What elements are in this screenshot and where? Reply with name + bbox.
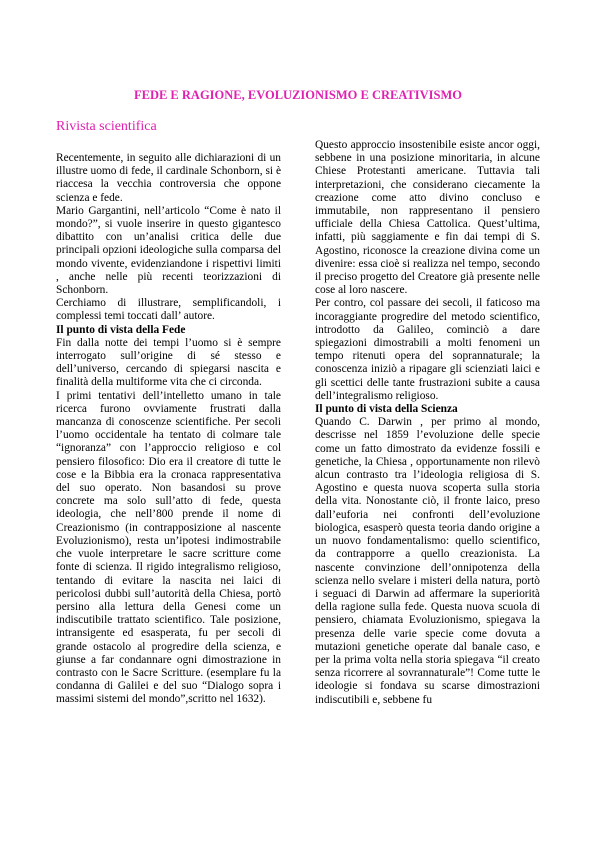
paragraph: Quando C. Darwin , per primo al mondo, descrisse nel 1859 l’evoluzione delle specie come un fatto dimostrato da evidenze fossili e genetiche, la Chiesa , opportunamente non rilevò alcun contrasto tra l’ideologia religiosa di S. Agostino e questa nuova scoperta sulla storia della vita. Nonostante ciò, il fronte laico, preso dall’euforia nei confronti dell’evoluzione biologica, esasperò questa teoria dando origine a un nuovo fondamentalismo: quello scientifico, da contrapporre a quello creazionista. La nascente convinzione dell’onnipotenza della scienza nello svelare i misteri della natura, portò i seguaci di Darwin ad affermare la superiorità della ragione sulla fede. Questa nuova scuola di pensiero, chiamata Evoluzionismo, spiegava la presenza delle varie specie come dovuta a mutazioni genetiche operate dal banale caso, e per la prima volta nella storia spiegava “il creato senza ricorrere al sovrannaturale”! Come tutte le ideologie si fondava su scarse dimostrazioni indiscutibili e, sebbene fu <box>315 416 540 706</box>
left-column <box>56 152 281 707</box>
paragraph: Fin dalla notte dei tempi l’uomo si è sempre interrogato sull’origine di sé stesso e dell’universo, cercando di spiegarsi nascita e finalità della multiforme vita che ci circonda. <box>56 336 281 389</box>
magazine-name: Rivista scientifica <box>56 119 157 134</box>
paragraph: Questo approccio insostenibile esiste ancor oggi, sebbene in una posizione minoritaria, in alcune Chiese Protestanti americane. Tuttavia tali interpretazioni, che considerano ciecamente la creazione come atto divino concluso e immutabile, non rappresentano il pensiero ufficiale della Chiesa Cattolica. Quest’ultima, infatti, più saggiamente e fin dai tempi di S. Agostino, riconosce la creazione divina come un divenire: essa cioè si realizza nel tempo, secondo il preciso progetto del Creatore già presente nelle cose al loro nascere. <box>315 139 540 297</box>
paragraph: Recentemente, in seguito alle dichiarazioni di un illustre uomo di fede, il cardinale Schonborn, si è riaccesa la vecchia controversia che oppone scienza e fede. <box>56 152 281 204</box>
section-heading-faith: Il punto di vista della Fede <box>56 323 186 336</box>
paragraph: I primi tentativi dell’intelletto umano in tale ricerca furono ovviamente frustrati dalla mancanza di conoscenze scientifiche. Per secoli l’uomo occidentale ha tentato di colmare tale “ignoranza” con l’approccio religioso e col pensiero filosofico: Dio era il creatore di tutte le cose e la Bibbia era la cronaca rappresentativa del suo operato. Non basandosi su prove concrete ma solo sull’atto di fede, questa ideologia, che nell’800 prende il nome di Creazionismo (in contrapposizione al nascente Evoluzionismo), resta un’ipotesi indimostrabile che vuole interpretare le sacre scritture come fonte di scienza. Il rigido integralismo religioso, tentando di evitare la nascita nei laici di pericolosi dubbi sull’autorità della Chiesa, portò persino alla lettura della Genesi come un indiscutibile trattato scientifico. Tale posizione, intransigente ed esasperata, fu per secoli di grande ostacolo al progredire della scienza, e giunse a far condannare ogni dimostrazione in contrasto con le Sacre Scritture. (esemplare fu la condanna di Galilei e del suo “Dialogo sopra i massimi sistemi del mondo”,scritto nel 1632). <box>56 389 281 706</box>
paragraph: Mario Gargantini, nell’articolo “Come è nato il mondo?”, si vuole inserire in questo gigantesco dibattito con un’analisi critica delle due principali opzioni ideologiche sulla comparsa del mondo vivente, evidenziandone i rispettivi limiti , anche nelle più recenti teorizzazioni di Schonborn. <box>56 204 281 297</box>
article-title: FEDE E RAGIONE, EVOLUZIONISMO E CREATIVISMO <box>133 88 463 102</box>
right-column <box>315 139 540 707</box>
paragraph: Cerchiamo di illustrare, semplificandoli, i complessi temi toccati dall’ autore. <box>56 297 281 323</box>
paragraph: Per contro, col passare dei secoli, il faticoso ma incoraggiante progredire del metodo scientifico, introdotto da Galileo, cominciò a dare spiegazioni dimostrabili a molti fenomeni un tempo ritenuti opera del soprannaturale; la conoscenza iniziò a ripagare gli scienziati laici e gli scettici delle tante frustrazioni subite a causa dell’integralismo religioso. <box>315 297 540 402</box>
section-heading-science: Il punto di vista della Scienza <box>315 403 458 416</box>
